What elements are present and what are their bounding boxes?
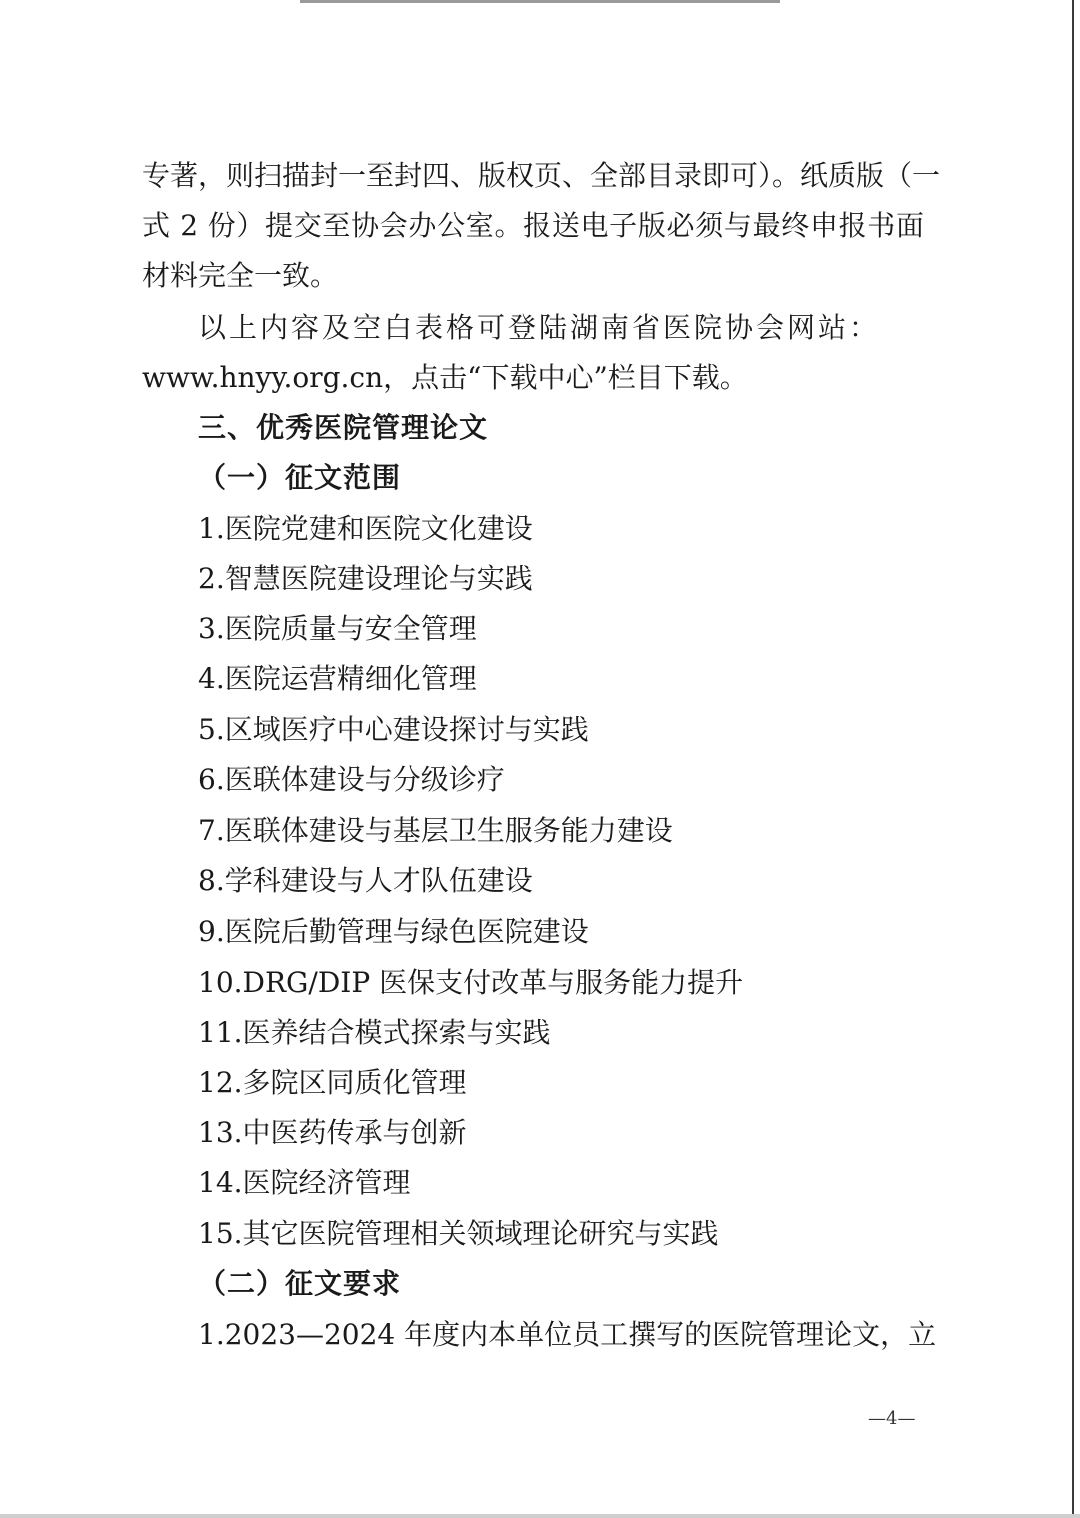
list-item: 4.医院运营精细化管理 [198,662,477,695]
list-item: 9.医院后勤管理与绿色医院建设 [198,915,589,948]
list-item: 12.多院区同质化管理 [198,1066,467,1099]
paragraph-line-1: 专著，则扫描封一至封四、版权页、全部目录即可）。纸质版（一 [142,159,941,192]
paragraph-line-3: 材料完全一致。 [142,259,339,292]
list-item: 7.医联体建设与基层卫生服务能力建设 [198,814,673,847]
paragraph-line-2: 式 2 份）提交至协会办公室。报送电子版必须与最终申报书面 [142,209,924,242]
list-item: 2.智慧医院建设理论与实践 [198,562,533,595]
list-item: 5.区域医疗中心建设探讨与实践 [198,713,589,746]
scan-edge-right [1072,0,1074,1518]
list-item: 8.学科建设与人才队伍建设 [198,864,533,897]
scan-edge-bottom [0,1514,1080,1518]
subsection-title-requirements: （二）征文要求 [198,1267,402,1300]
list-item: 3.医院质量与安全管理 [198,612,477,645]
requirement-line: 1.2023—2024 年度内本单位员工撰写的医院管理论文，立 [198,1318,937,1351]
website-sentence: 以上内容及空白表格可登陆湖南省医院协会网站： [198,311,881,344]
scan-edge-top [300,0,780,3]
list-item: 10.DRG/DIP 医保支付改革与服务能力提升 [198,966,744,999]
list-item: 6.医联体建设与分级诊疗 [198,763,505,796]
list-item: 11.医养结合模式探索与实践 [198,1016,551,1049]
website-url-line: www.hnyy.org.cn，点击“下载中心”栏目下载。 [142,361,748,394]
list-item: 13.中医药传承与创新 [198,1116,467,1149]
list-item: 14.医院经济管理 [198,1166,411,1199]
section-title: 三、优秀医院管理论文 [198,411,489,444]
subsection-title-scope: （一）征文范围 [198,461,402,494]
page-number: —4— [868,1408,916,1429]
list-item: 1.医院党建和医院文化建设 [198,512,533,545]
list-item: 15.其它医院管理相关领域理论研究与实践 [198,1217,719,1250]
